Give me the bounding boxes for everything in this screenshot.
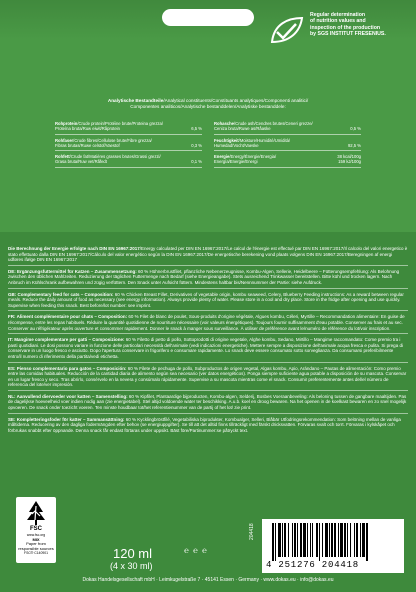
barcode-bar bbox=[316, 523, 318, 557]
fsc-url: www.fsc.org bbox=[26, 533, 46, 537]
company-footer: Dokas Handelsgesellschaft mbH · Leimkugelstraße 7 · 45141 Essen · Germany · www.dokas.eu · info@dokas.eu bbox=[82, 577, 334, 583]
paragraph-fr: FR: Aliment complémentaire pour chats – Composition: 60 % Filet de blanc de poulet, Sous-produits d'origine végétale, Algues kombu, Céleri, Myrtille – Recommandation alimentaire: En guise de récompense, entre les repas habituels. Réduire la quantité quotidienne de nourriture nécessaire (voir valeurs énergétiques). Toujours fournir suffisamment d'eau potable. Conserver au frais et au sec. Conserver au réfrigérateur après ouverture et consommer rapidement. Donner le snack à manger sous surveillance. À utiliser de préférence avant le/numéro de référence du lot/voir inscription. bbox=[8, 314, 408, 334]
product-description bbox=[8, 246, 408, 438]
barcode-bar bbox=[288, 523, 289, 557]
barcode-bar bbox=[322, 523, 323, 557]
barcode-bar bbox=[362, 523, 365, 557]
barcode-bar bbox=[340, 523, 343, 557]
barcode-bar bbox=[300, 523, 302, 557]
analytical-constituents bbox=[55, 98, 361, 170]
analysis-column-right bbox=[214, 120, 361, 170]
barcode-bar bbox=[360, 523, 361, 557]
barcode-bar bbox=[344, 523, 346, 557]
analysis-row: Rohprotein/Crude protein/Protéine brute/Proteina grezza/ Proteína bruta/Ruw eiwit/Råprotein 6,5 % bbox=[55, 120, 202, 135]
barcode-bar bbox=[329, 523, 330, 557]
barcode-bar bbox=[331, 523, 333, 557]
barcode-bar bbox=[325, 523, 328, 557]
analysis-row: Rohasche/Crude ash/Cendres brutes/Ceneri grezze/ Ceniza bruta/Ruwe as/Råaske 0,5 % bbox=[214, 120, 361, 135]
barcode-bar bbox=[275, 523, 276, 561]
barcode-bar bbox=[356, 523, 358, 557]
barcode-bar bbox=[338, 523, 339, 557]
analysis-column-left bbox=[55, 120, 202, 170]
fsc-paper-text: Paper from responsible sources bbox=[18, 541, 54, 551]
certification-text: Regular determination of nutrition values and inspection of the production by SGS INSTITUT FRESENIUS. bbox=[310, 12, 386, 37]
barcode-number: 4 251276 204418 bbox=[266, 560, 360, 570]
barcode-bar bbox=[278, 523, 281, 557]
barcode-bar bbox=[347, 523, 348, 557]
barcode-bars bbox=[272, 523, 394, 561]
barcode-bar bbox=[350, 523, 351, 557]
barcode-bar bbox=[297, 523, 298, 557]
barcode-bar bbox=[294, 523, 296, 557]
analysis-row: Rohfett/Crude fat/Matières grasses brutes/Grassi grezzi/ Grasa bruta/Ruw vet/Råfedt 0,1 % bbox=[55, 153, 202, 168]
analysis-row: Rohfaser/Crude fibres/Cellulose brute/Fibre grezza/ Fibras brutas/Ruwe celstof/Vaestof 0,3 % bbox=[55, 137, 202, 152]
hanger-hole bbox=[162, 9, 254, 26]
estimated-sign-marks: ℮ ℮ ℮ bbox=[184, 546, 208, 555]
sgs-certification-badge bbox=[268, 12, 408, 52]
net-volume: 120 ml bbox=[113, 546, 153, 561]
barcode bbox=[262, 519, 404, 573]
barcode-bar bbox=[334, 523, 336, 557]
paragraph-gb: GB: Complementary feed for cats – Composition: 60 % Chicken Breast Fillet, Derivatives of vegetable origin, kombu seaweed, Celery, Blueberry Feeding instructions: As a reward between regular meals. Reduce the daily amount of food as necessary (see energy information). Always provide plenty of water. Please store in a cool and dry place. Store in the fridge after opening and use quickly. Supervise when feeding this snack. Best before/lot number: see imprint. bbox=[8, 292, 408, 312]
leaf-check-icon bbox=[268, 14, 306, 48]
barcode-bar bbox=[307, 523, 308, 557]
fsc-mix: MIX bbox=[32, 537, 40, 542]
paragraph-de: DE: Ergänzungsfuttermittel für Katzen – Zusammensetzung: 60 % Hühnerbrustfilet, pflanzliche Nebenerzeugnisse, Kombu-Algen, Sellerie, Heidelbeere – Fütterungsempfehlung: Als Belohnung zwischen den üblichen Mahlzeiten. Reduzierung der täglichen Futtermenge nach Bedarf (siehe Energieangabe). Stets ausreichend Trinkwasser bereitstellen. Bitte kühl und trocken lagern. Nach Anbruch im Kühlschrank aufbewahren und zügig verfüttern. Den Snack unter Aufsicht füttern. Mindestens haltbar bis/Nennnummer der Partie: siehe Aufdruck. bbox=[8, 269, 408, 289]
barcode-bar bbox=[319, 523, 320, 561]
barcode-bar bbox=[282, 523, 283, 557]
paragraph-nl: NL: Aanvullend diervoeder voor katten – Samenstelling: 60 % Kipfilet, Plantaardige bijproducten, Kombu-algen, Selderij, Bosbes Voeraanbeveling: Als beloning tussen de gangbare maaltijden. Pas de dagelijkse hoeveelheid voer indien nodig aan (zie energietabel). Stel altijd voldoende water ter beschikking. A.u.b. koel en droog bewaren. Na het openen in de koelkast bewaren en zo snel mogelijk opvoeren. De snack onder toezicht voeren. Ten minste houdbaar tot/het referentienummer van de partij of het lot/ zie print. bbox=[8, 394, 408, 414]
analysis-row: Energie/Energy/Énergie/Energia/ Energía/Energie/Energi 38 kcal/100g 159 kJ/100g bbox=[214, 153, 361, 168]
barcode-bar bbox=[312, 523, 313, 557]
analysis-heading: Analytische Bestandteile/Analytical constituents/Constituants analytiques/Componenti analitici/ Componentes analiticos/Analytische bestanddelen/Analytiske bestanddele: bbox=[107, 98, 309, 109]
barcode-bar bbox=[354, 523, 355, 557]
paragraph-es: ES: Pienso complementario para gatos – Composición: 60 % Filete de pechuga de pollo, Subproductos de origen vegetal, Algas kombu, Apio, Arándano – Pautas de alimentación: Como premio entre las comidas habituales. Reducción de la cantidad diaria de alimento según sea necesario (ver datos energéticos). Ponga siempre suficiente agua potable a disposición de su mascota. Conservar en un lugar fresco y seco. Tras abrirlo, consérvelo en la nevera y consúmalo rápidamente. Supervise a su mascota mientras come el snack. Consumir preferentemente antes del/el número de referencia del lote/ver impresión. bbox=[8, 366, 408, 391]
paragraph-se: SE: Kompletteringsfoder för katter – Sammansättning: 60 % Kycklingbröstfilé, Vegetabiliska biprodukter, Kombualger, Selleri, Blåbär Utfodringsrekommendation: Som belöning mellan de vanliga måltiderna. Reducering av den dagliga fodermängden efter behov (se energiuppgifter). Se till att det alltid finns tillräckligt med färskt dricksvatten. Förvaras svalt och torrt. Förvaras i kylskåpet och förbrukas snabbt efter öppnande. Denna snack får endast förtaras under uppsikt. Bäst före/Partinummer:se påtryckt text. bbox=[8, 416, 401, 433]
barcode-bar bbox=[303, 523, 306, 557]
paragraph-it: IT: Mangime complementare per gatti – Composizione: 60 % Filetto di petto di pollo, Sottoprodotti di origine vegetale, Alghe kombu, Sedano, Mirtillo – Mangime raccomandato: Come premio tra i pasti quotidiani. Le dosi possono variare in funzione delle particolari necessità dell'animale (vedi indicazioni energetiche). Mettere sempre a disposizione dell'animale acqua fresca e pulita. Si prega di conservare in un luogo fresco e asciutto. Dopo l'apertura conservare in frigorifero e consumare rapidamente. Lo snack deve essere consumato sotto sorveglianza. Da consumarsi preferibilmente entro/il numero di riferimento della partita/vedi etichetta. bbox=[8, 337, 408, 362]
barcode-bar bbox=[272, 523, 274, 561]
fsc-logo bbox=[16, 497, 56, 563]
analysis-row: Feuchtigkeit/Moisture/Humidité/Umidità/ Humedad/Vocht/Vaeske 92,5 % bbox=[214, 137, 361, 152]
side-code: 204418 bbox=[249, 523, 255, 540]
barcode-bar bbox=[292, 523, 293, 557]
energy-note: Die Berechnung der Energie erfolgte nach DIN EN 16967:2017/Energy calculated per DIN EN 16967:2017/Le calcul de l'énergie est effectué par DIN EN 16967:2017/Il calcolo del valori energetico è stato effettuato dalla DIN EN 16967:2017/Cálculo del valor energético según la DIN EN 16967:2017/De energetische berekening vond plaats volgens DIN EN 16967:2017/Beregningen af energi udføres ifølge DIN EN 16967:2017 bbox=[8, 246, 408, 266]
fsc-label: FSC bbox=[30, 526, 42, 532]
fsc-code: FSC® C140901 bbox=[24, 551, 48, 556]
barcode-bar bbox=[284, 523, 286, 557]
barcode-bar bbox=[310, 523, 311, 557]
barcode-bar bbox=[366, 523, 368, 561]
fsc-tree-icon bbox=[25, 500, 47, 526]
net-volume-detail: (4 x 30 ml) bbox=[110, 561, 153, 571]
